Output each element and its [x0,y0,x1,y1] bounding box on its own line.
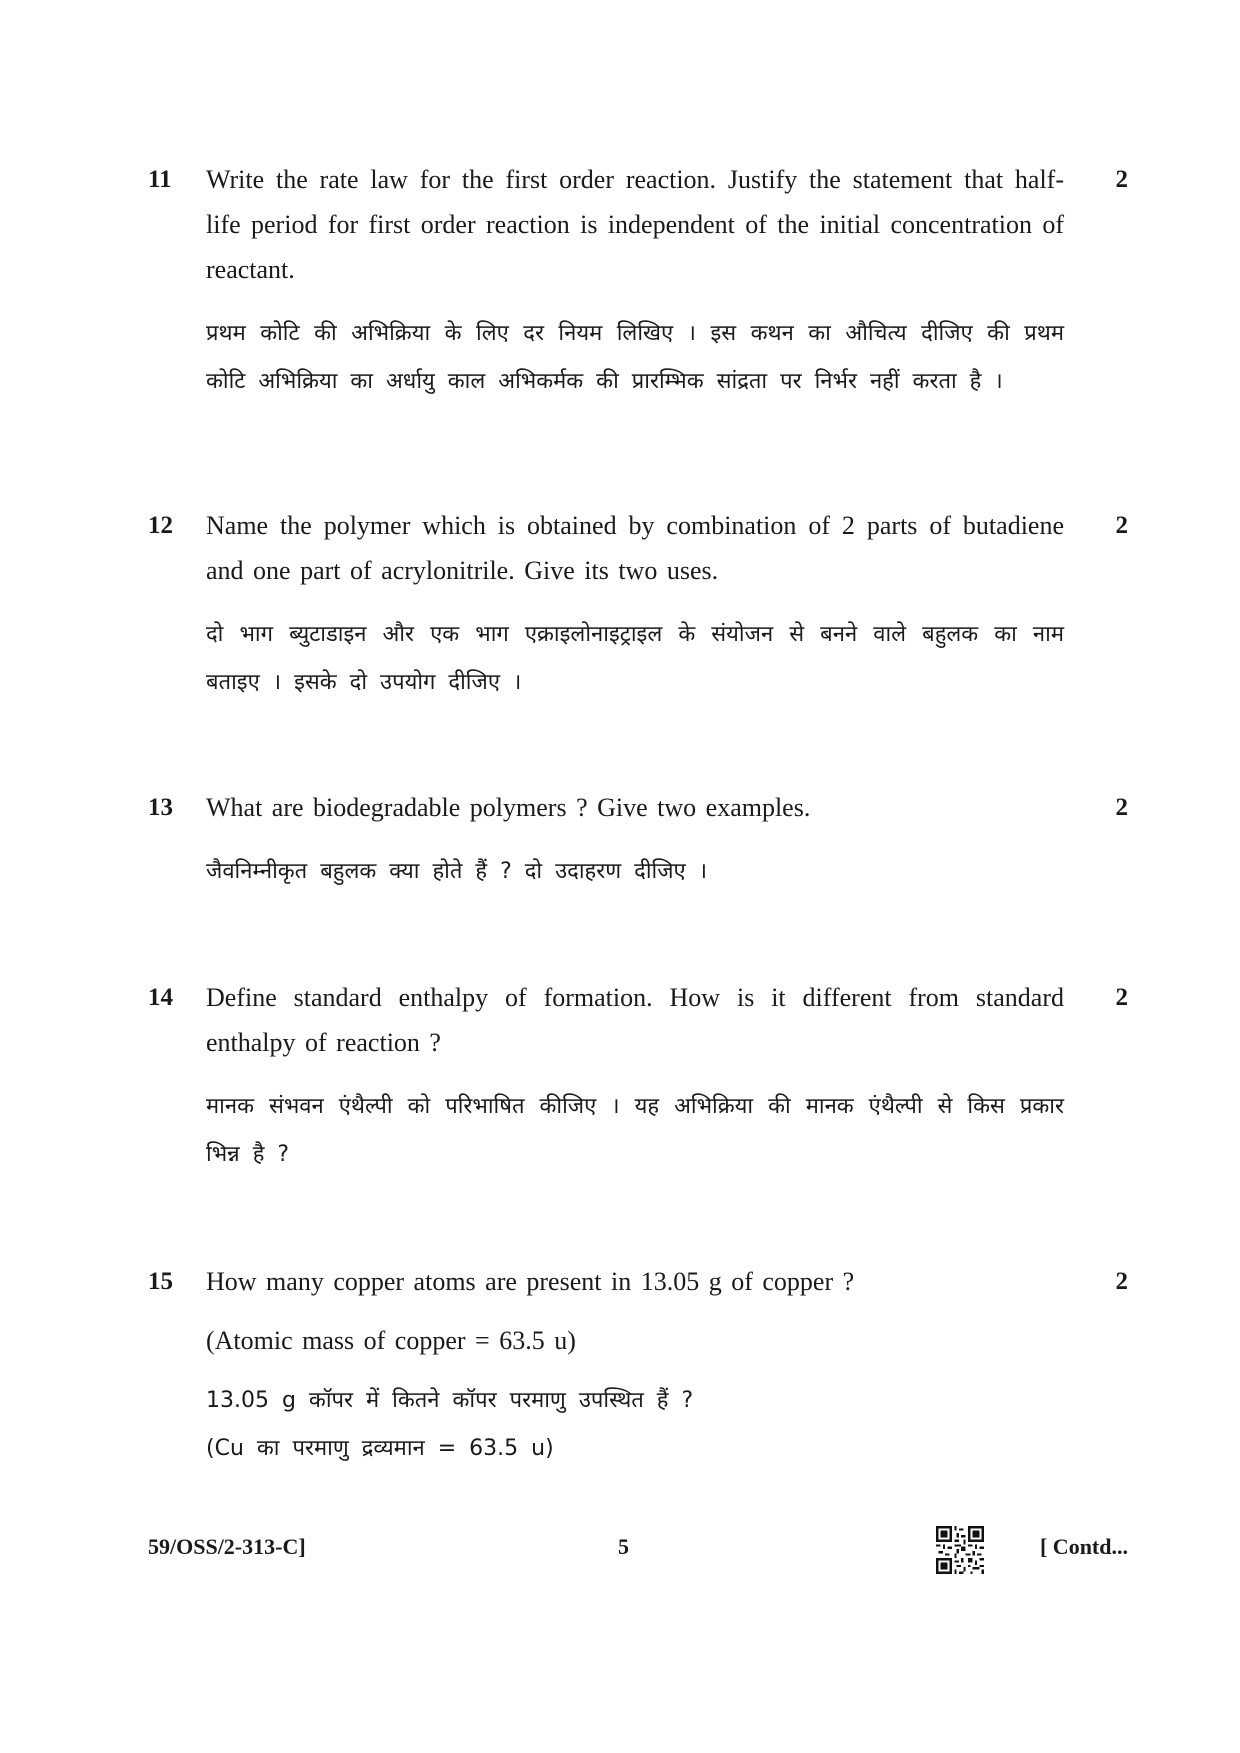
question-body [206,503,1064,707]
question-marks: 2 [1115,512,1128,539]
question-body [206,157,1064,406]
question-text-english: How many copper atoms are present in 13.05 g of copper ? [206,1267,855,1296]
question-note-hindi: (Cu का परमाणु द्रव्यमान = 63.5 u) [206,1436,554,1461]
question-text-hindi: 13.05 g कॉपर में कितने कॉपर परमाणु उपस्थित हैं ? [206,1388,694,1413]
question-body [206,975,1064,1179]
qr-code-icon [936,1526,984,1574]
question-number: 11 [148,166,172,193]
question-number: 13 [148,794,173,821]
question-number: 14 [148,984,173,1011]
question-14 [148,975,1128,1179]
question-body [206,1259,1064,1473]
question-13 [148,785,1128,896]
question-marks: 2 [1115,984,1128,1011]
question-text-hindi: मानक संभवन एंथैल्पी को परिभाषित कीजिए । यह अभिक्रिया की मानक एंथैल्पी से किस प्रकार भिन्न है ? [206,1094,1064,1167]
page-number: 5 [618,1534,629,1559]
question-text-english: Name the polymer which is obtained by combination of 2 parts of butadiene and one part of acrylonitrile. Give its two uses. [206,511,1064,585]
continued-label: [ Contd... [1039,1534,1128,1559]
question-note-english: (Atomic mass of copper = 63.5 u) [206,1326,576,1355]
question-text-english: Write the rate law for the first order reaction. Justify the statement that half-life period for first order reaction is independent of the initial concentration of reactant. [206,165,1064,284]
question-text-hindi: जैवनिम्नीकृत बहुलक क्या होते हैं ? दो उदाहरण दीजिए । [206,859,708,884]
question-text-hindi: दो भाग ब्युटाडाइन और एक भाग एक्राइलोनाइट्राइल के संयोजन से बनने वाले बहुलक का नाम बताइए । इसके दो उपयोग दीजिए । [206,622,1064,695]
page-footer [148,1526,1128,1576]
question-11 [148,157,1128,406]
question-text-english: Define standard enthalpy of formation. How is it different from standard enthalpy of reaction ? [206,983,1064,1057]
question-12 [148,503,1128,707]
question-body [206,785,1064,896]
question-number: 15 [148,1268,173,1295]
question-number: 12 [148,512,173,539]
question-marks: 2 [1115,1268,1128,1295]
paper-code: 59/OSS/2-313-C] [148,1534,306,1559]
question-marks: 2 [1115,166,1128,193]
question-text-hindi: प्रथम कोटि की अभिक्रिया के लिए दर नियम लिखिए । इस कथन का औचित्य दीजिए की प्रथम कोटि अभिक्रिया का अर्धायु काल अभिकर्मक की प्रारम्भिक सांद्रता पर निर्भर नहीं करता है । [206,321,1064,394]
question-marks: 2 [1115,794,1128,821]
question-15 [148,1259,1128,1473]
question-text-english: What are biodegradable polymers ? Give two examples. [206,793,811,822]
